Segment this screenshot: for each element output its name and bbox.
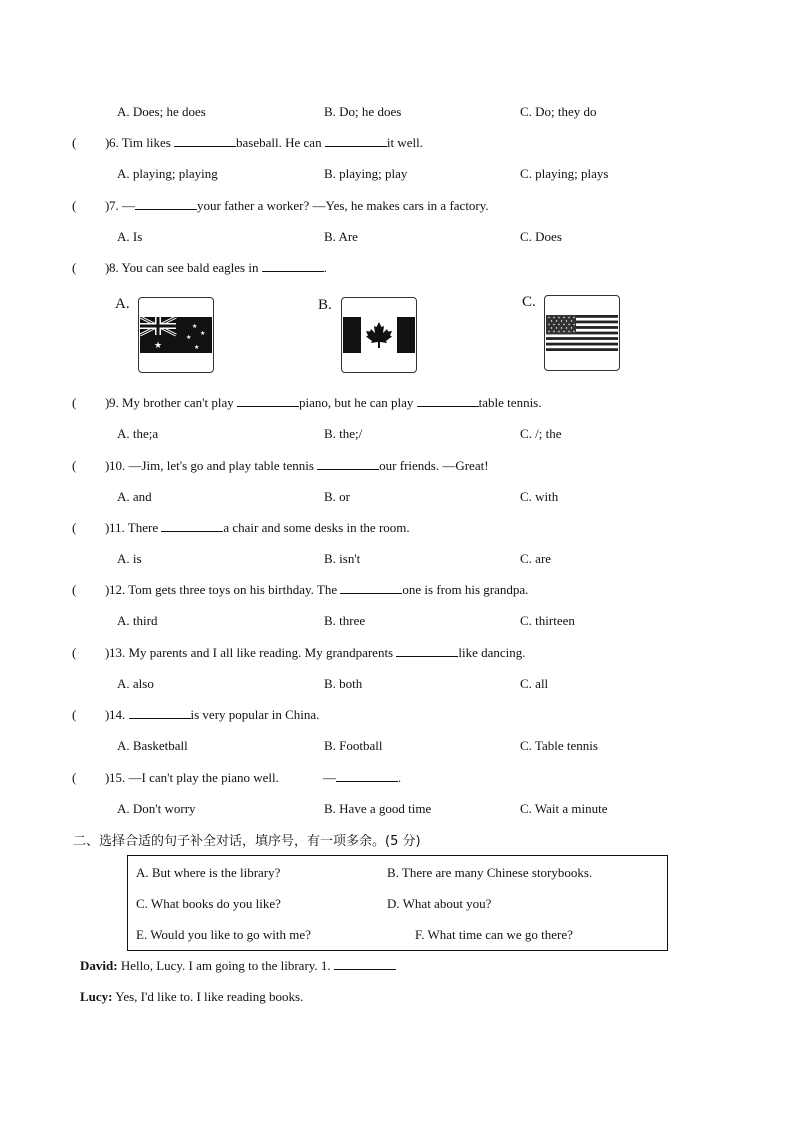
answer-paren-left: ( [72,582,77,597]
question-text: . [397,770,402,785]
question-text: our friends. —Great! [379,458,489,473]
question-number: 12. [109,582,126,597]
q10-option-b: B. or [324,489,350,504]
answer-blank[interactable] [325,135,387,147]
q12-option-b: B. three [324,613,366,628]
answer-paren-right: ) [105,707,110,722]
answer-blank[interactable] [262,260,324,272]
answer-paren-left: ( [72,458,77,473]
q6-option-a: A. playing; playing [117,166,218,181]
q13-option-c: C. all [520,676,549,691]
q11-option-a: A. is [117,551,142,566]
answer-blank-1[interactable] [334,958,396,970]
answer-blank[interactable] [129,707,191,719]
question-number: 9. [109,395,119,410]
answer-blank[interactable] [417,395,479,407]
sentence-option-f: F. What time can we go there? [415,927,573,942]
svg-text:★: ★ [200,330,206,337]
question-text: piano, but he can play [298,395,417,410]
question-number: 15. [109,770,126,785]
question-text: . [323,260,327,275]
q9-option-b: B. the;/ [324,426,363,441]
answer-paren-right: ) [105,582,110,597]
question-text: There [127,520,162,535]
q8-option-b-letter: B. [318,297,332,313]
answer-paren-left: ( [72,395,77,410]
q5-option-c: C. Do; they do [520,104,597,119]
australia-flag-card[interactable] [138,297,214,373]
australia-flag-icon [140,317,212,353]
q12-option-a: A. third [117,613,158,628]
svg-text:★: ★ [194,344,200,351]
q9-option-c: C. /; the [520,426,562,441]
answer-paren-left: ( [72,198,77,213]
svg-text:★: ★ [186,334,192,341]
question-text: — [322,770,336,785]
q15-option-c: C. Wait a minute [520,801,608,816]
q13-option-a: A. also [117,676,154,691]
question-number: 14. [109,707,126,722]
answer-blank[interactable] [161,520,223,532]
answer-blank[interactable] [317,458,379,470]
q11-option-c: C. are [520,551,552,566]
answer-paren-left: ( [72,520,77,535]
dialogue-speaker: David: [80,958,118,973]
question-number: 11. [109,520,125,535]
q12-option-c: C. thirteen [520,613,575,628]
q7-option-b: B. Are [324,229,358,244]
question-text: one is from his grandpa. [402,582,529,597]
answer-paren-left: ( [72,707,77,722]
answer-blank[interactable] [396,645,458,657]
question-text: baseball. He can [236,135,325,150]
q14-option-b: B. Football [324,738,383,753]
sentence-option-e: E. Would you like to go with me? [136,927,311,942]
answer-paren-left: ( [72,260,77,275]
usa-flag-icon [546,315,618,351]
q14-option-a: A. Basketball [117,738,188,753]
answer-paren-right: ) [105,135,110,150]
question-number: 13. [109,645,126,660]
answer-paren-left: ( [72,645,77,660]
q10-option-c: C. with [520,489,559,504]
answer-blank[interactable] [237,395,299,407]
question-text: a chair and some desks in the room. [223,520,410,535]
question-text: —Jim, let's go and play table tennis [128,458,318,473]
question-text: Tim likes [121,135,175,150]
svg-text:★: ★ [153,341,163,351]
dialogue-text: Yes, I'd like to. I like reading books. [112,989,304,1004]
canada-flag-card[interactable] [341,297,417,373]
q7-option-c: C. Does [520,229,562,244]
answer-blank[interactable] [336,770,398,782]
q14-option-c: C. Table tennis [520,738,598,753]
question-text: — [122,198,135,213]
q8-option-c-letter: C. [522,294,536,310]
answer-paren-left: ( [72,135,77,150]
answer-paren-right: ) [105,770,110,785]
q13-option-b: B. both [324,676,363,691]
sentence-option-d: D. What about you? [387,896,492,911]
dialogue-speaker: Lucy: [80,989,113,1004]
dialogue-line-lucy [80,989,303,1005]
q5-option-b: B. Do; he does [324,104,402,119]
answer-blank[interactable] [135,198,197,210]
usa-flag-card[interactable] [544,295,620,371]
question-number: 10. [109,458,126,473]
dialogue-text: Hello, Lucy. I am going to the library. 1. [117,958,334,973]
question-text: like dancing. [458,645,526,660]
sentence-options-box [127,855,668,951]
section-2-title: 二、选择合适的句子补全对话，填序号，有一项多余。(5 分) [73,834,421,849]
sentence-option-a: A. But where is the library? [136,865,281,880]
q6-option-c: C. playing; plays [520,166,609,181]
answer-blank[interactable] [340,582,402,594]
q15-option-a: A. Don't worry [117,801,196,816]
answer-paren-right: ) [105,395,110,410]
question-text: it well. [386,135,423,150]
dialogue-line-david [80,958,396,974]
svg-text:★: ★ [192,323,198,330]
canada-flag-icon [343,317,415,353]
sentence-option-c: C. What books do you like? [136,896,281,911]
q10-option-a: A. and [117,489,152,504]
answer-paren-right: ) [105,645,110,660]
question-text: —I can't play the piano well. [128,770,279,785]
q8-option-a-letter: A. [115,296,130,312]
q7-option-a: A. Is [117,229,143,244]
answer-paren-right: ) [105,520,110,535]
question-text: your father a worker? —Yes, he makes cars in a factory. [197,198,489,213]
question-text: Tom gets three toys on his birthday. The [128,582,341,597]
question-text: is very popular in China. [190,707,320,722]
question-text: My brother can't play [122,395,237,410]
sentence-option-b: B. There are many Chinese storybooks. [387,865,593,880]
question-number: 8. [109,260,119,275]
answer-paren-left: ( [72,770,77,785]
answer-paren-right: ) [105,458,110,473]
question-text: My parents and I all like reading. My grandparents [128,645,397,660]
q9-option-a: A. the;a [117,426,159,441]
q5-option-a: A. Does; he does [117,104,206,119]
question-number: 7. [109,198,119,213]
question-text: table tennis. [478,395,542,410]
question-text: You can see bald eagles in [121,260,262,275]
q15-option-b: B. Have a good time [324,801,432,816]
q11-option-b: B. isn't [324,551,361,566]
answer-paren-right: ) [105,198,110,213]
q6-option-b: B. playing; play [324,166,408,181]
question-number: 6. [109,135,119,150]
answer-blank[interactable] [174,135,236,147]
answer-paren-right: ) [105,260,110,275]
